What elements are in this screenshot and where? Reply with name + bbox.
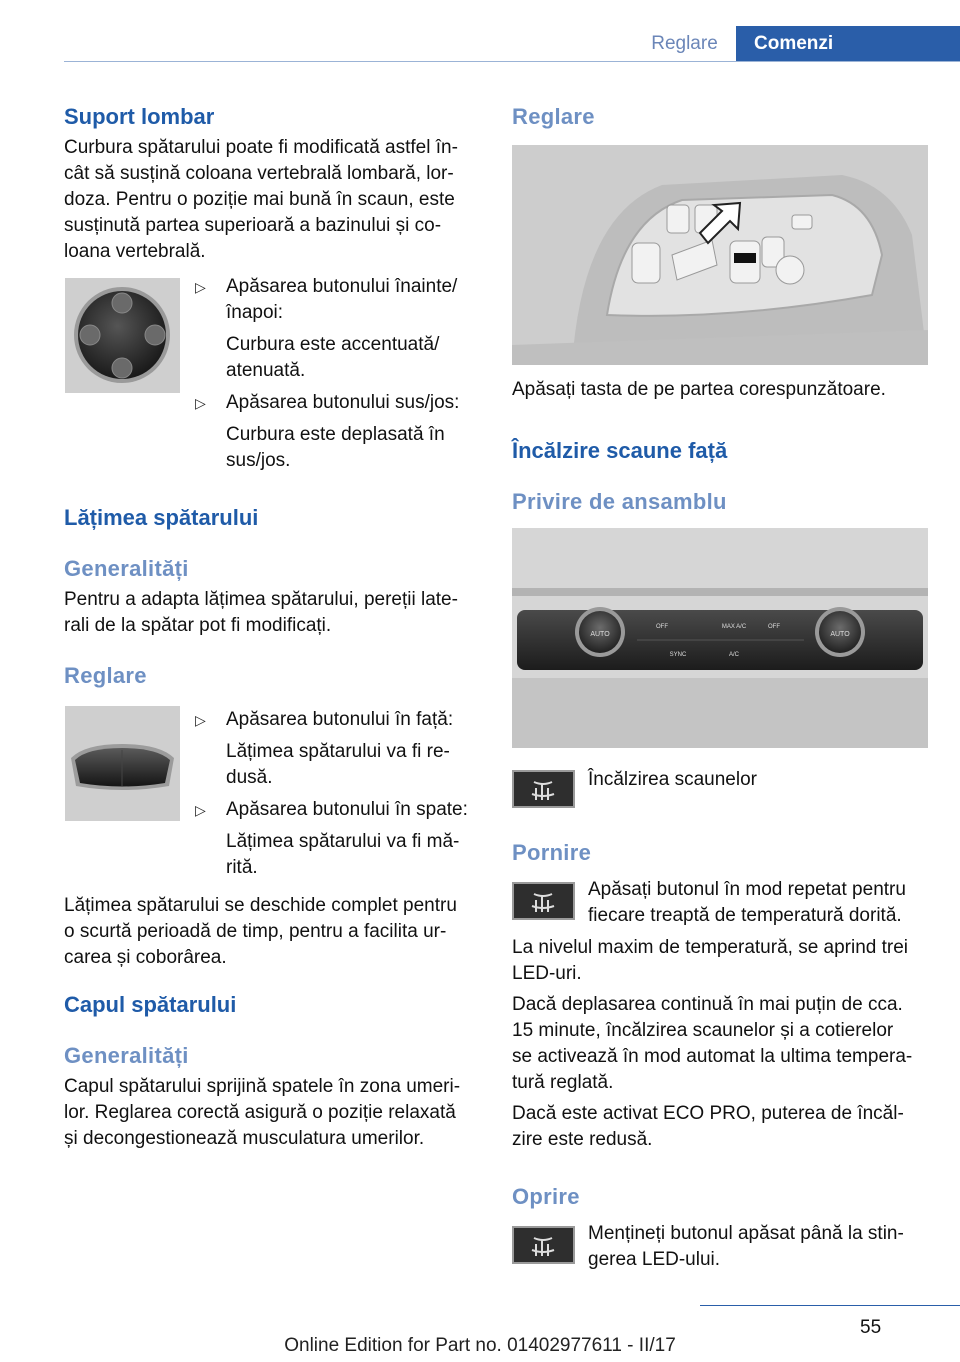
bullet-triangle-icon: ▷ — [195, 802, 206, 818]
svg-text:A/C: A/C — [728, 652, 740, 658]
suport-bullet-2: Apăsarea butonului sus/jos: — [226, 392, 460, 413]
latimea-bullet-1: Apăsarea butonului în față: — [226, 709, 454, 730]
svg-text:SYNC: SYNC — [669, 652, 687, 658]
subsection-pornire: Pornire — [512, 840, 592, 865]
capul-paragraph: Capul spătarului sprijină spatele în zona umeri- lor. Reglarea corectă asigură o poziție relaxată și decongestionează musculatura umerilor. — [64, 1076, 461, 1149]
bullet-triangle-icon: ▷ — [195, 712, 206, 728]
bullet-triangle-icon: ▷ — [195, 279, 206, 295]
subsection-generalitati-1: Generalități — [64, 556, 189, 581]
latimea-general-paragraph: Pentru a adapta lățimea spătarului, pereții late- rali de la spătar pot fi modificați. — [64, 589, 458, 636]
seat-heating-label: Încălzirea scaunelor — [588, 769, 757, 790]
footer-divider — [700, 1305, 960, 1306]
section-title-suport-lombar: Suport lombar — [64, 104, 215, 129]
page-number: 55 — [860, 1317, 882, 1338]
seat-controls-image — [512, 145, 928, 365]
subsection-privire: Privire de ansamblu — [512, 489, 727, 514]
section-title-latimea: Lățimea spătarului — [64, 505, 259, 530]
latimea-bullet-1-result: Lățimea spătarului va fi re- dusă. — [226, 741, 450, 788]
svg-text:OFF: OFF — [768, 624, 780, 630]
footer-edition-text: Online Edition for Part no. 01402977611 - II/17 — [284, 1335, 676, 1356]
subsection-generalitati-2: Generalități — [64, 1043, 189, 1068]
paragraph-led: La nivelul maxim de temperatură, se aprind trei LED-uri. — [512, 937, 909, 984]
suport-bullet-1-result: Curbura este accentuată/ atenuată. — [226, 334, 440, 381]
section-title-capul: Capul spătarului — [64, 992, 237, 1017]
paragraph-auto-activation: Dacă deplasarea continuă în mai puțin de cca. 15 minute, încălzirea scaunelor și a cotierelor se activează în mod automat la ultima tempera- tură reglată. — [512, 994, 913, 1093]
subsection-reglare-right: Reglare — [512, 104, 595, 129]
latimea-bullet-2-result: Lățimea spătarului va fi mă- rită. — [226, 831, 460, 878]
lumbar-button-image — [65, 278, 180, 393]
paragraph-eco-pro: Dacă este activat ECO PRO, puterea de încăl- zire este redusă. — [512, 1103, 904, 1150]
climate-panel-image — [512, 528, 928, 748]
latimea-note-paragraph: Lățimea spătarului se deschide complet pentru o scurtă perioadă de timp, pentru a facilita ur- carea și coborârea. — [64, 895, 457, 968]
pornire-paragraph: Apăsați butonul în mod repetat pentru fiecare treaptă de temperatură dorită. — [588, 879, 906, 926]
subsection-oprire: Oprire — [512, 1184, 580, 1209]
suport-bullet-1: Apăsarea butonului înainte/ înapoi: — [226, 276, 458, 323]
subsection-reglare-latimea: Reglare — [64, 663, 147, 688]
seat-controls-caption: Apăsați tasta de pe partea corespunzătoare. — [512, 379, 886, 400]
width-button-image — [65, 706, 180, 821]
header-tab-comenzi: Comenzi — [736, 26, 960, 62]
bullet-triangle-icon: ▷ — [195, 395, 206, 411]
svg-text:OFF: OFF — [656, 624, 668, 630]
latimea-bullet-2: Apăsarea butonului în spate: — [226, 799, 468, 820]
suport-bullet-2-result: Curbura este deplasată în sus/jos. — [226, 424, 445, 471]
section-title-incalzire: Încălzire scaune față — [512, 438, 728, 463]
seat-heating-icon — [512, 1226, 575, 1264]
suport-paragraph: Curbura spătarului poate fi modificată astfel în- cât să susțină coloana vertebrală lombară, lor- doza. Pentru o poziție mai bună în scaun, este susținută partea superioară a bazinului și co- loana vertebrală. — [64, 137, 458, 262]
svg-text:AUTO: AUTO — [590, 631, 610, 638]
seat-heating-icon — [512, 770, 575, 808]
svg-text:AUTO: AUTO — [830, 631, 850, 638]
header-tab-reglare: Reglare — [651, 33, 718, 54]
oprire-paragraph: Mențineți butonul apăsat până la stin- gerea LED-ului. — [588, 1223, 904, 1270]
header-divider — [64, 61, 960, 62]
svg-text:MAX A/C: MAX A/C — [721, 624, 747, 630]
seat-heating-icon — [512, 882, 575, 920]
